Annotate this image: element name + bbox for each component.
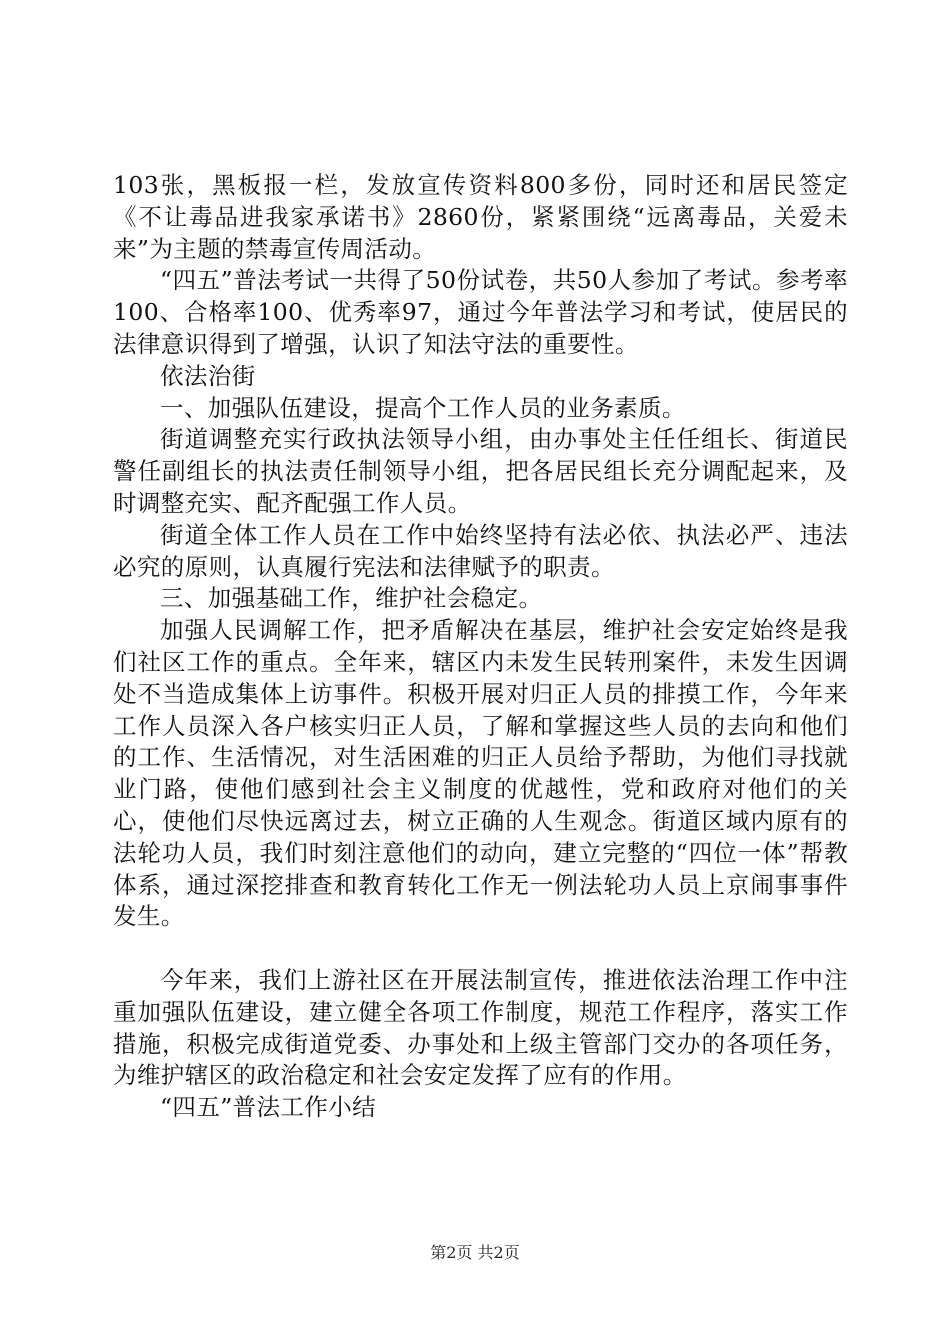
- subheading-team-building: 一、加强队伍建设，提高个工作人员的业务素质。: [160, 393, 686, 422]
- page-number-label: 第2页 共2页: [430, 1243, 520, 1262]
- paragraph-summary: 今年来，我们上游社区在开展法制宣传，推进依法治理工作中注重加强队伍建设，建立健全各项工作制度，规范工作程序，落实工作措施，积极完成街道党委、办事处和上级主管部门交办的各项任务，为维护辖区的政治稳定和社会安定发挥了应有的作用。: [113, 965, 848, 1090]
- paragraph-propaganda-materials: 103张，黑板报一栏，发放宣传资料800多份，同时还和居民签定《不让毒品进我家承诺书》2860份，紧紧围绕“远离毒品，关爱未来”为主题的禁毒宣传周活动。: [113, 171, 848, 263]
- paragraph-mediation: 加强人民调解工作，把矛盾解决在基层，维护社会安定始终是我们社区工作的重点。全年来，辖区内未发生民转刑案件，未发生因调处不当造成集体上访事件。积极开展对归正人员的排摸工作，今年来工作人员深入各户核实归正人员，了解和掌握这些人员的去向和他们的工作、生活情况，对生活困难的归正人员给予帮助，为他们寻找就业门路，使他们感到社会主义制度的优越性，党和政府对他们的关心，使他们尽快远离过去，树立正确的人生观念。街道区域内原有的法轮功人员，我们时刻注意他们的动向，建立完整的“四位一体”帮教体系，通过深挖排查和教育转化工作无一例法轮功人员上京闹事事件发生。: [113, 616, 848, 931]
- subheading-basic-work: 三、加强基础工作，维护社会稳定。: [160, 584, 543, 613]
- section-heading-governance: 依法治街: [160, 361, 256, 390]
- paragraph-law-exam: “四五”普法考试一共得了50份试卷，共50人参加了考试。参考率100、合格率100、优秀率97，通过今年普法学习和考试，使居民的法律意识得到了增强，认识了知法守法的重要性。: [113, 266, 848, 358]
- document-body: [113, 170, 848, 1124]
- paragraph-staff-principles: 街道全体工作人员在工作中始终坚持有法必依、执法必严、违法必究的原则，认真履行宪法和法律赋予的职责。: [113, 520, 848, 581]
- paragraph-enforcement-group: 街道调整充实行政执法领导小组，由办事处主任任组长、街道民警任副组长的执法责任制领导小组，把各居民组长充分调配起来，及时调整充实、配齐配强工作人员。: [113, 425, 848, 517]
- closing-title: “四五”普法工作小结: [160, 1093, 377, 1122]
- page-footer: [0, 1243, 950, 1263]
